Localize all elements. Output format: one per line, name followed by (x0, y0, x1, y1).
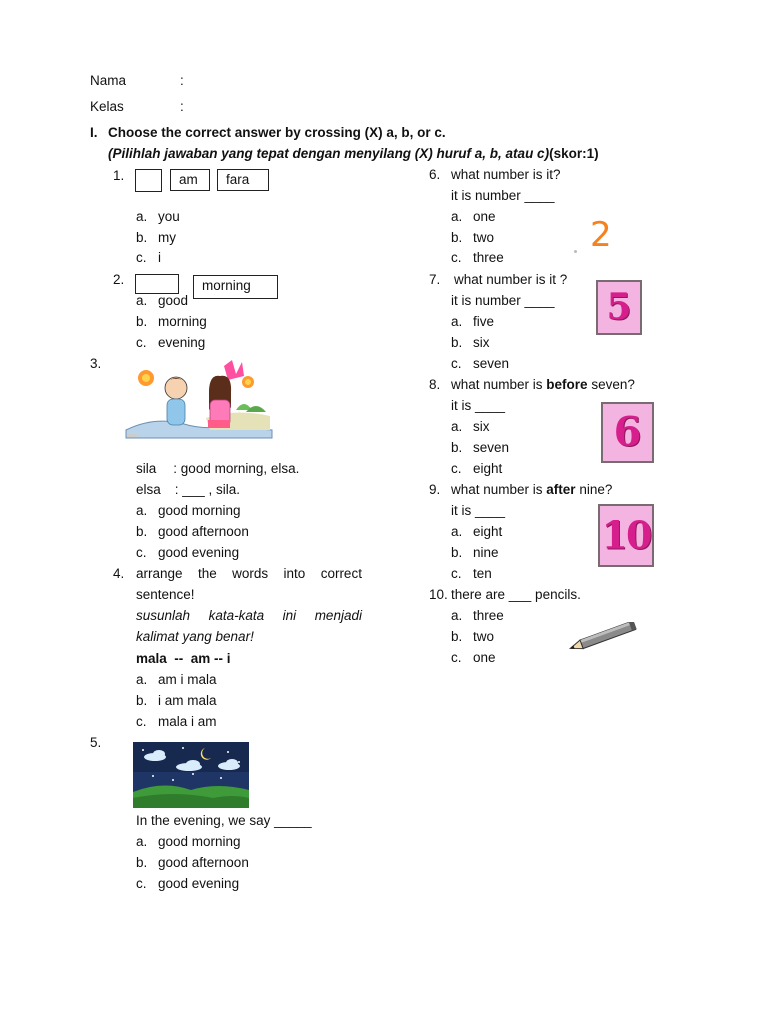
q6-option-a: a. one (451, 209, 496, 224)
q4-option-b: b. i am mala (136, 693, 217, 708)
q10-option-c: c. one (451, 650, 496, 665)
q6-number: 6. (429, 167, 441, 182)
q1-word-box-am: am (170, 169, 210, 191)
nama-label: Nama (90, 73, 127, 88)
q1-number: 1. (113, 168, 125, 183)
q1-word-box-fara: fara (217, 169, 269, 191)
q10-option-a: a. three (451, 608, 504, 623)
q7-question: what number is it ? (454, 272, 568, 287)
q1-blank-box (135, 169, 162, 192)
q2-blank-box (135, 274, 179, 294)
q10-number: 10. (429, 587, 448, 602)
greeting-children-illustration (124, 360, 274, 442)
q9-figure-number: 10 (601, 512, 651, 558)
q5-option-a: a. good morning (136, 834, 241, 849)
q4-number: 4. (113, 566, 125, 581)
q4-option-a: a. am i mala (136, 672, 217, 687)
q8-option-b: b. seven (451, 440, 510, 455)
section-number: I. (90, 125, 98, 140)
q2-word-box-morning: morning (193, 275, 278, 299)
q8-option-a: a. six (451, 419, 490, 434)
q7-option-b: b. six (451, 335, 490, 350)
q4-option-c: c. mala i am (136, 714, 217, 729)
q2-number: 2. (113, 272, 125, 287)
section-instruction-id: (Pilihlah jawaban yang tepat dengan menyilang (X) huruf a, b, atau c)(skor:1) (108, 146, 599, 161)
q10-question: there are ___ pencils. (451, 587, 581, 602)
q7-answer-line: it is number ____ (451, 293, 555, 308)
q1-option-a: a. you (136, 209, 180, 224)
q3-option-b: b. good afternoon (136, 524, 249, 539)
q5-number: 5. (90, 735, 102, 750)
kelas-label: Kelas (90, 99, 124, 114)
q9-option-b: b. nine (451, 545, 499, 560)
pencil-icon (566, 622, 640, 650)
q3-dialogue-2: elsa : ___ , sila. (136, 482, 241, 497)
q5-option-c: c. good evening (136, 876, 240, 891)
q2-option-a: a. good (136, 293, 189, 308)
q8-number-card (601, 402, 654, 463)
q9-option-c: c. ten (451, 566, 492, 581)
q9-number-card (598, 504, 654, 567)
q9-number: 9. (429, 482, 441, 497)
q9-question: what number is after nine? (451, 482, 613, 497)
kelas-colon: : (180, 99, 184, 114)
q4-instruction-line2: sentence! (136, 587, 195, 602)
q7-number-card (596, 280, 642, 335)
q9-answer-line: it is ____ (451, 503, 506, 518)
q3-option-a: a. good morning (136, 503, 241, 518)
q1-option-c: c. i (136, 250, 161, 265)
q10-option-b: b. two (451, 629, 495, 644)
night-sky-illustration (133, 742, 249, 808)
q9-option-a: a. eight (451, 524, 503, 539)
q8-question: what number is before seven? (451, 377, 635, 392)
q4-instruction-id-line1: susunlah kata-kata ini menjadi (136, 608, 362, 623)
q4-instruction-id-line2: kalimat yang benar! (136, 629, 254, 644)
q8-option-c: c. eight (451, 461, 503, 476)
section-instruction: Choose the correct answer by crossing (X) a, b, or c. (108, 125, 446, 140)
q4-instruction-line1: arrange the words into correct (136, 566, 362, 581)
q8-number: 8. (429, 377, 441, 392)
q1-option-b: b. my (136, 230, 176, 245)
q3-option-c: c. good evening (136, 545, 240, 560)
nama-colon: : (180, 73, 184, 88)
q7-option-a: a. five (451, 314, 495, 329)
q7-number: 7. (429, 272, 441, 287)
q2-option-c: c. evening (136, 335, 206, 350)
q6-dot (574, 250, 577, 253)
q3-dialogue-1: sila : good morning, elsa. (136, 461, 300, 476)
q7-figure-number: 5 (606, 285, 632, 328)
q6-figure-number: 2 (590, 215, 612, 255)
q3-number: 3. (90, 356, 102, 371)
q7-option-c: c. seven (451, 356, 510, 371)
q2-option-b: b. morning (136, 314, 207, 329)
q6-answer-line: it is number ____ (451, 188, 555, 203)
q5-option-b: b. good afternoon (136, 855, 249, 870)
q8-figure-number: 6 (613, 408, 642, 456)
q5-prompt: In the evening, we say _____ (136, 813, 312, 828)
q4-scrambled-words: mala -- am -- i (136, 651, 231, 666)
q6-option-b: b. two (451, 230, 495, 245)
q6-option-c: c. three (451, 250, 504, 265)
q8-answer-line: it is ____ (451, 398, 506, 413)
q6-question: what number is it? (451, 167, 561, 182)
